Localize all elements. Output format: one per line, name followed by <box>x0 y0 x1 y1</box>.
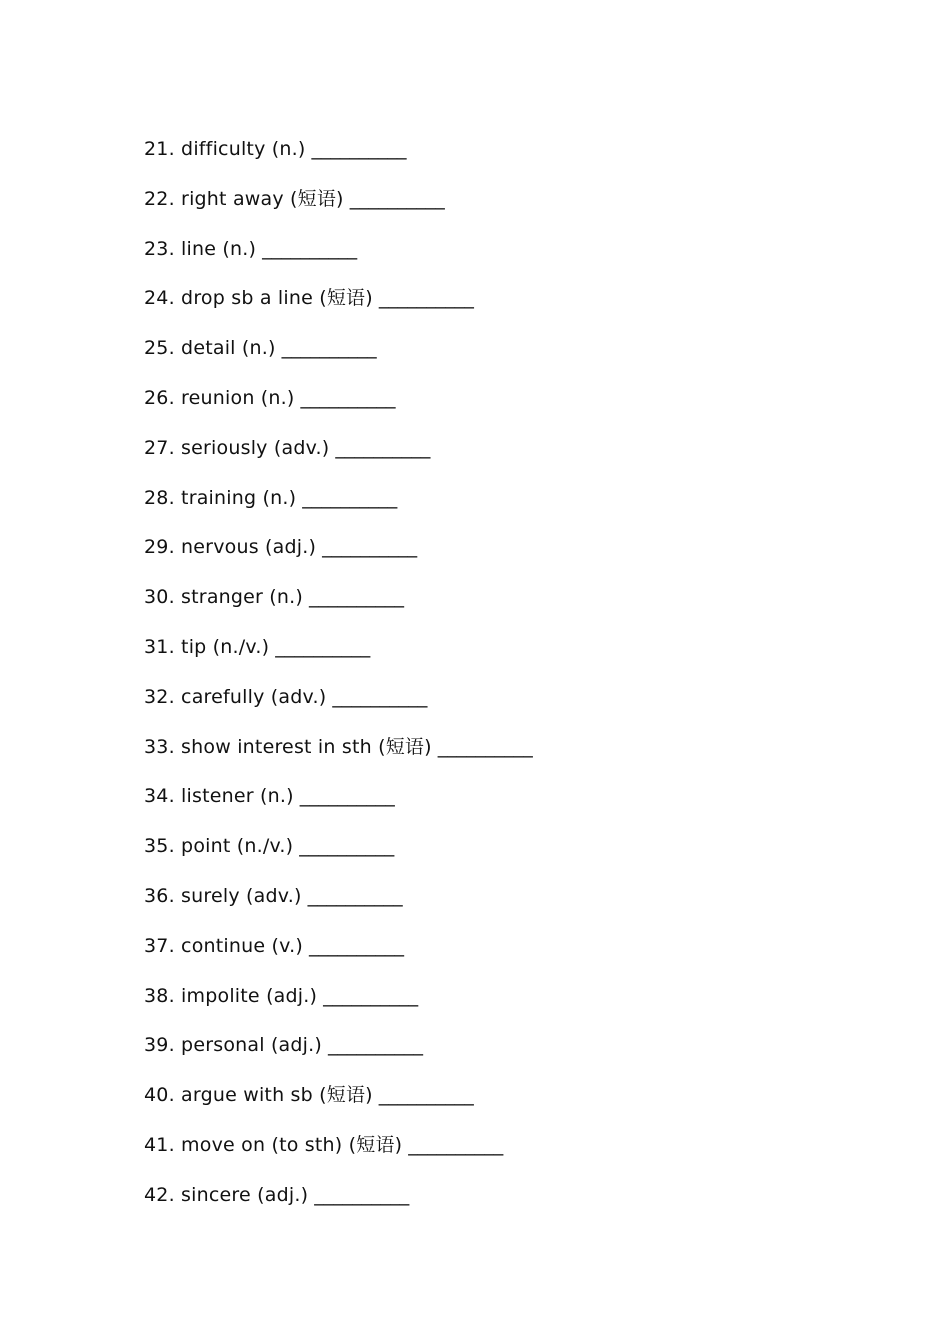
list-item <box>144 534 533 584</box>
answer-blank: __________ <box>309 586 405 609</box>
list-item <box>144 1182 533 1232</box>
item-text: 36. surely (adv.) <box>144 884 302 907</box>
item-text: 31. tip (n./v.) <box>144 635 270 658</box>
item-text: 24. drop sb a line (短语) <box>144 287 373 310</box>
answer-blank: __________ <box>408 1133 504 1156</box>
answer-blank: __________ <box>302 486 398 509</box>
answer-blank: __________ <box>378 1084 474 1107</box>
list-item <box>144 883 533 933</box>
list-item <box>144 783 533 833</box>
list-item <box>144 1082 533 1132</box>
item-text: 29. nervous (adj.) <box>144 536 317 559</box>
item-text: 38. impolite (adj.) <box>144 984 318 1007</box>
list-item <box>144 933 533 983</box>
list-item <box>144 734 533 784</box>
list-item <box>144 634 533 684</box>
item-text: 33. show interest in sth (短语) <box>144 735 432 758</box>
item-text: 26. reunion (n.) <box>144 386 295 409</box>
answer-blank: __________ <box>300 386 396 409</box>
item-text: 27. seriously (adv.) <box>144 436 330 459</box>
answer-blank: __________ <box>378 287 474 310</box>
answer-blank: __________ <box>335 436 431 459</box>
answer-blank: __________ <box>299 785 395 808</box>
item-text: 34. listener (n.) <box>144 785 294 808</box>
item-text: 41. move on (to sth) (短语) <box>144 1133 403 1156</box>
answer-blank: __________ <box>314 1183 410 1206</box>
list-item <box>144 285 533 335</box>
list-item <box>144 435 533 485</box>
list-item <box>144 983 533 1033</box>
answer-blank: __________ <box>311 138 407 160</box>
answer-blank: __________ <box>275 635 371 658</box>
list-item <box>144 485 533 535</box>
item-text: 22. right away (短语) <box>144 187 344 210</box>
item-text: 30. stranger (n.) <box>144 586 304 609</box>
item-text: 35. point (n./v.) <box>144 835 294 858</box>
item-text: 21. difficulty (n.) <box>144 138 306 160</box>
answer-blank: __________ <box>437 735 533 758</box>
item-text: 42. sincere (adj.) <box>144 1183 309 1206</box>
list-item <box>144 833 533 883</box>
answer-blank: __________ <box>349 187 445 210</box>
vocabulary-list <box>144 136 533 1232</box>
item-text: 32. carefully (adv.) <box>144 685 327 708</box>
answer-blank: __________ <box>332 685 428 708</box>
answer-blank: __________ <box>299 835 395 858</box>
answer-blank: __________ <box>281 337 377 360</box>
list-item <box>144 335 533 385</box>
item-text: 23. line (n.) <box>144 237 257 260</box>
list-item <box>144 1032 533 1082</box>
answer-blank: __________ <box>323 984 419 1007</box>
list-item <box>144 186 533 236</box>
list-item <box>144 1132 533 1182</box>
list-item <box>144 385 533 435</box>
answer-blank: __________ <box>328 1034 423 1057</box>
item-text: 28. training (n.) <box>144 486 297 509</box>
item-text: 25. detail (n.) <box>144 337 276 360</box>
item-text: 40. argue with sb (短语) <box>144 1084 373 1107</box>
answer-blank: __________ <box>322 536 418 559</box>
list-item <box>144 584 533 634</box>
list-item <box>144 136 533 186</box>
answer-blank: __________ <box>262 237 358 260</box>
list-item <box>144 684 533 734</box>
item-text: 37. continue (v.) <box>144 934 303 957</box>
answer-blank: __________ <box>308 934 404 957</box>
answer-blank: __________ <box>307 884 403 907</box>
list-item <box>144 236 533 286</box>
item-text: 39. personal (adj.) <box>144 1034 322 1057</box>
